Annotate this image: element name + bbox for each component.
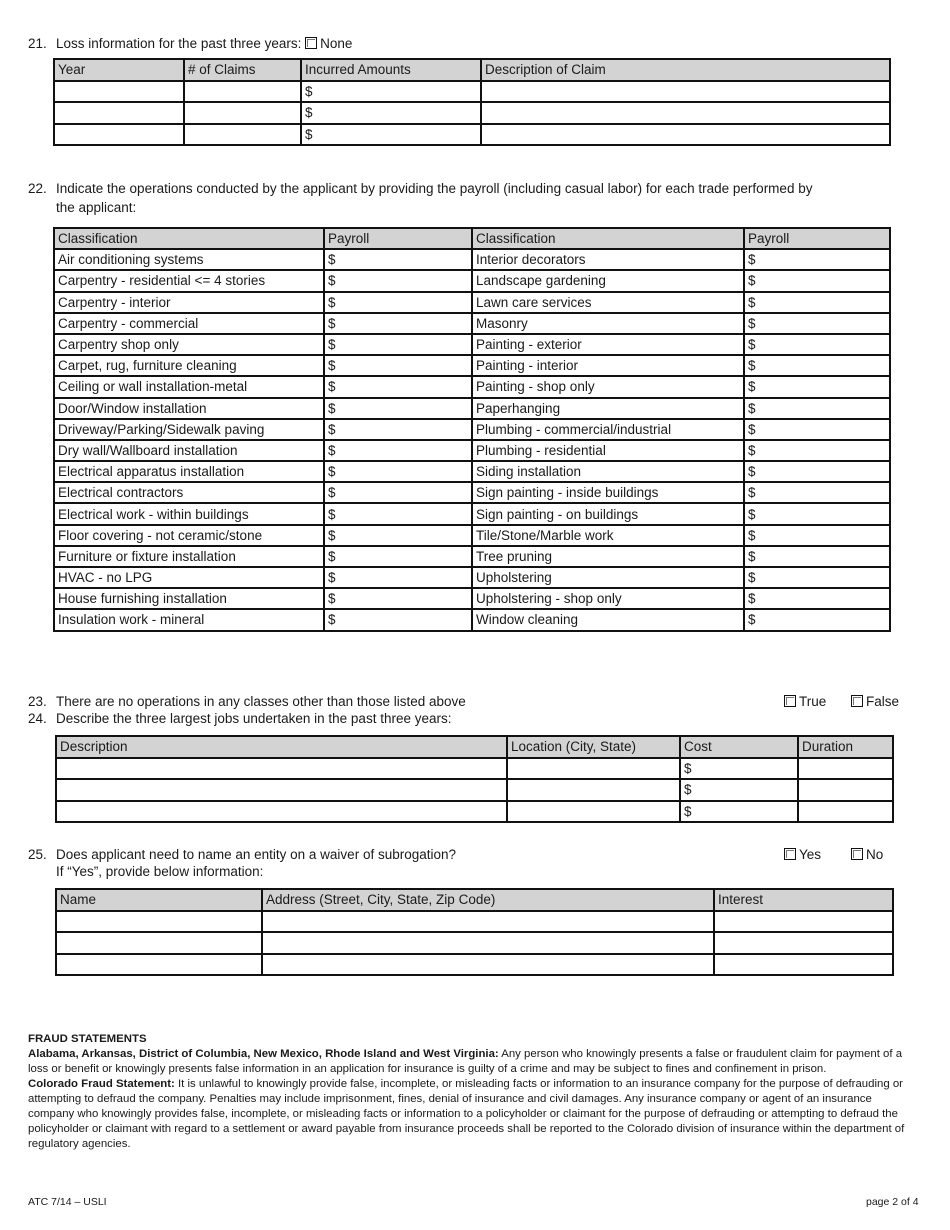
column-header: Incurred Amounts [301,59,481,81]
table-cell[interactable]: $ [324,398,472,419]
table-cell[interactable] [481,124,890,146]
q24-number: 24. [28,711,47,726]
fraud-heading: FRAUD STATEMENTS [28,1033,147,1045]
table-cell[interactable]: $ [324,270,472,291]
table-cell[interactable]: $ [301,124,481,146]
table-cell[interactable] [507,779,680,801]
table-row [56,758,893,780]
q22-line2: the applicant: [56,200,137,215]
fraud-paragraph-1 [28,1047,918,1077]
table-cell[interactable]: $ [324,588,472,609]
table-cell[interactable]: $ [324,440,472,461]
table-cell[interactable]: Paperhanging [472,398,744,419]
table-header-row [54,59,890,81]
table-cell[interactable]: $ [744,419,890,440]
table-cell[interactable]: Tree pruning [472,546,744,567]
table-cell[interactable]: $ [324,355,472,376]
table-cell[interactable]: $ [301,102,481,124]
table-cell[interactable]: Electrical work - within buildings [54,503,324,524]
table-cell[interactable]: Furniture or fixture installation [54,546,324,567]
column-header: # of Claims [184,59,301,81]
table-row [54,482,890,503]
table-cell[interactable]: Door/Window installation [54,398,324,419]
table-cell[interactable]: Electrical contractors [54,482,324,503]
table-cell[interactable] [714,911,893,933]
table-row [54,546,890,567]
table-cell[interactable]: Sign painting - on buildings [472,503,744,524]
table-cell[interactable] [56,801,507,823]
table-cell[interactable]: $ [301,81,481,103]
table-cell[interactable]: Upholstering [472,567,744,588]
table-cell[interactable]: Driveway/Parking/Sidewalk paving [54,419,324,440]
table-cell[interactable]: Window cleaning [472,609,744,630]
table-cell[interactable] [56,954,262,976]
column-header: Interest [714,889,893,911]
table-cell[interactable] [481,81,890,103]
table-cell[interactable] [56,932,262,954]
q21-number: 21. [28,36,47,51]
q23-true-checkbox[interactable] [784,695,796,707]
table-cell[interactable]: Carpentry - interior [54,292,324,313]
table-cell[interactable] [798,758,893,780]
table-row [54,355,890,376]
table-cell[interactable]: $ [680,779,798,801]
table-cell[interactable]: Carpentry shop only [54,334,324,355]
table-row [54,440,890,461]
table-cell[interactable]: $ [324,482,472,503]
table-cell[interactable]: Air conditioning systems [54,249,324,270]
q22-line1: Indicate the operations conducted by the applicant by providing the payroll (including casual labor) for each trade performed by [56,181,813,196]
table-cell[interactable]: $ [744,440,890,461]
table-cell[interactable]: Painting - shop only [472,376,744,397]
table-row [54,588,890,609]
table-cell[interactable]: $ [744,609,890,630]
table-cell[interactable] [54,124,184,146]
fraud-p2-title: Colorado Fraud Statement: [28,1078,175,1090]
table-cell[interactable] [798,801,893,823]
table-cell[interactable]: $ [744,503,890,524]
table-cell[interactable]: Carpet, rug, furniture cleaning [54,355,324,376]
table-cell[interactable]: Upholstering - shop only [472,588,744,609]
q21-none-label: None [320,36,353,51]
table-cell[interactable]: $ [744,355,890,376]
fraud-statements [28,1032,918,1152]
q25-number: 25. [28,847,47,862]
table-cell[interactable]: $ [324,525,472,546]
table-row [54,525,890,546]
table-row [54,81,890,103]
table-row [54,292,890,313]
table-cell[interactable]: $ [744,588,890,609]
table-cell[interactable]: Floor covering - not ceramic/stone [54,525,324,546]
table-row [56,801,893,823]
table-cell[interactable]: $ [324,546,472,567]
table-cell[interactable]: Landscape gardening [472,270,744,291]
table-cell[interactable] [262,954,714,976]
table-cell[interactable]: $ [324,376,472,397]
table-cell[interactable] [798,779,893,801]
table-cell[interactable]: $ [744,376,890,397]
q23-number: 23. [28,694,47,709]
table-row [54,567,890,588]
table-cell[interactable]: Insulation work - mineral [54,609,324,630]
column-header: Payroll [744,228,890,249]
q23-false-label: False [866,694,900,709]
q23-true-option[interactable] [784,694,826,709]
fraud-p2-body: It is unlawful to knowingly provide false, incomplete, or misleading facts or information to an insurance company for the purpose of defrauding or attempting to defraud the company. Penalties may include imprisonment, fines, denial of insurance and civil damages. Any insurance company or agent of an insurance company who knowingly provides false, incomplete, or misleading facts or information to a policyholder or claimant for the purpose of defrauding or attempting to defraud the policyholder or claimant with regard to a settlement or award payable from insurance proceeds shall be reported to the Colorado division of insurance within the department of regulatory agencies. [28,1078,905,1150]
table-cell[interactable]: $ [744,525,890,546]
table-cell[interactable]: $ [744,249,890,270]
table-row [54,419,890,440]
table-row [56,954,893,976]
table-cell[interactable]: $ [744,334,890,355]
column-header: Cost [680,736,798,758]
table-cell[interactable]: $ [324,461,472,482]
q25-no-option[interactable] [851,847,883,862]
table-cell[interactable] [56,758,507,780]
table-cell[interactable] [184,102,301,124]
loss-info-table [53,58,891,146]
table-cell[interactable] [54,81,184,103]
table-header-row [54,228,890,249]
table-cell[interactable]: $ [744,482,890,503]
table-cell[interactable]: Masonry [472,313,744,334]
table-cell[interactable]: $ [324,292,472,313]
table-cell[interactable]: $ [744,270,890,291]
column-header: Description [56,736,507,758]
q21-text [56,36,352,51]
table-cell[interactable] [56,779,507,801]
column-header: Payroll [324,228,472,249]
column-header: Location (City, State) [507,736,680,758]
table-cell[interactable]: $ [744,546,890,567]
table-cell[interactable]: $ [744,313,890,334]
table-cell[interactable]: Plumbing - commercial/industrial [472,419,744,440]
table-cell[interactable] [184,124,301,146]
table-cell[interactable]: House furnishing installation [54,588,324,609]
table-cell[interactable]: HVAC - no LPG [54,567,324,588]
table-cell[interactable] [714,954,893,976]
table-cell[interactable] [714,932,893,954]
table-cell[interactable]: Siding installation [472,461,744,482]
column-header: Year [54,59,184,81]
q25-yes-option[interactable] [784,847,821,862]
form-id: ATC 7/14 – USLI [28,1196,107,1208]
q25-yes-label: Yes [799,847,822,862]
table-row [54,376,890,397]
fraud-p1-body: Any person who knowingly presents a false or fraudulent claim for payment of a loss or benefit or knowingly presents false information in an application for insurance is guilty of a crime and may be subject to fines and confinement in prison. [28,1048,903,1075]
page-number: page 2 of 4 [866,1196,919,1208]
table-row [56,779,893,801]
table-cell[interactable]: Carpentry - commercial [54,313,324,334]
q25-no-label: No [866,847,884,862]
q21-question: Loss information for the past three years: [56,36,302,51]
table-row [54,102,890,124]
q25-line2: If “Yes”, provide below information: [56,864,264,879]
table-cell[interactable]: Carpentry - residential <= 4 stories [54,270,324,291]
q23-false-option[interactable] [851,694,899,709]
table-row [54,334,890,355]
table-cell[interactable]: Painting - interior [472,355,744,376]
table-cell[interactable]: $ [680,758,798,780]
table-cell[interactable] [507,801,680,823]
q23-text: There are no operations in any classes other than those listed above [56,694,466,709]
table-cell[interactable]: $ [744,292,890,313]
table-cell[interactable]: $ [324,419,472,440]
table-cell[interactable] [262,932,714,954]
column-header: Address (Street, City, State, Zip Code) [262,889,714,911]
q25-yes-checkbox[interactable] [784,848,796,860]
table-cell[interactable]: Tile/Stone/Marble work [472,525,744,546]
q24-text: Describe the three largest jobs undertaken in the past three years: [56,711,452,726]
table-cell[interactable]: Ceiling or wall installation-metal [54,376,324,397]
q25-line1: Does applicant need to name an entity on a waiver of subrogation? [56,847,457,862]
table-header-row [56,889,893,911]
table-row [54,461,890,482]
table-cell[interactable] [184,81,301,103]
q21-none-checkbox[interactable] [305,37,317,49]
table-row [54,249,890,270]
table-row [54,609,890,630]
q23-true-label: True [799,694,827,709]
table-cell[interactable]: Dry wall/Wallboard installation [54,440,324,461]
table-row [56,932,893,954]
q22-number: 22. [28,181,47,196]
table-row [54,398,890,419]
table-cell[interactable] [54,102,184,124]
table-cell[interactable]: $ [744,398,890,419]
column-header: Classification [472,228,744,249]
table-cell[interactable]: Electrical apparatus installation [54,461,324,482]
table-cell[interactable]: $ [324,609,472,630]
operations-payroll-table [53,227,891,632]
table-cell[interactable]: $ [324,313,472,334]
largest-jobs-table [55,735,894,823]
table-cell[interactable]: Lawn care services [472,292,744,313]
table-cell[interactable]: $ [744,461,890,482]
table-cell[interactable] [262,911,714,933]
table-cell[interactable]: $ [324,334,472,355]
table-cell[interactable]: Sign painting - inside buildings [472,482,744,503]
table-cell[interactable]: $ [324,503,472,524]
table-cell[interactable]: $ [324,249,472,270]
table-cell[interactable] [481,102,890,124]
waiver-subrogation-table [55,888,894,976]
table-cell[interactable]: Painting - exterior [472,334,744,355]
q23-false-checkbox[interactable] [851,695,863,707]
table-row [56,911,893,933]
q25-no-checkbox[interactable] [851,848,863,860]
table-row [54,313,890,334]
table-cell[interactable]: $ [744,567,890,588]
column-header: Classification [54,228,324,249]
fraud-paragraph-2 [28,1077,918,1152]
table-header-row [56,736,893,758]
table-cell[interactable] [507,758,680,780]
table-row [54,503,890,524]
table-cell[interactable]: $ [324,567,472,588]
column-header: Duration [798,736,893,758]
table-cell[interactable]: Interior decorators [472,249,744,270]
table-cell[interactable] [56,911,262,933]
column-header: Description of Claim [481,59,890,81]
table-row [54,124,890,146]
fraud-p1-states: Alabama, Arkansas, District of Columbia, New Mexico, Rhode Island and West Virginia: [28,1048,499,1060]
table-cell[interactable]: Plumbing - residential [472,440,744,461]
table-cell[interactable]: $ [680,801,798,823]
column-header: Name [56,889,262,911]
table-row [54,270,890,291]
